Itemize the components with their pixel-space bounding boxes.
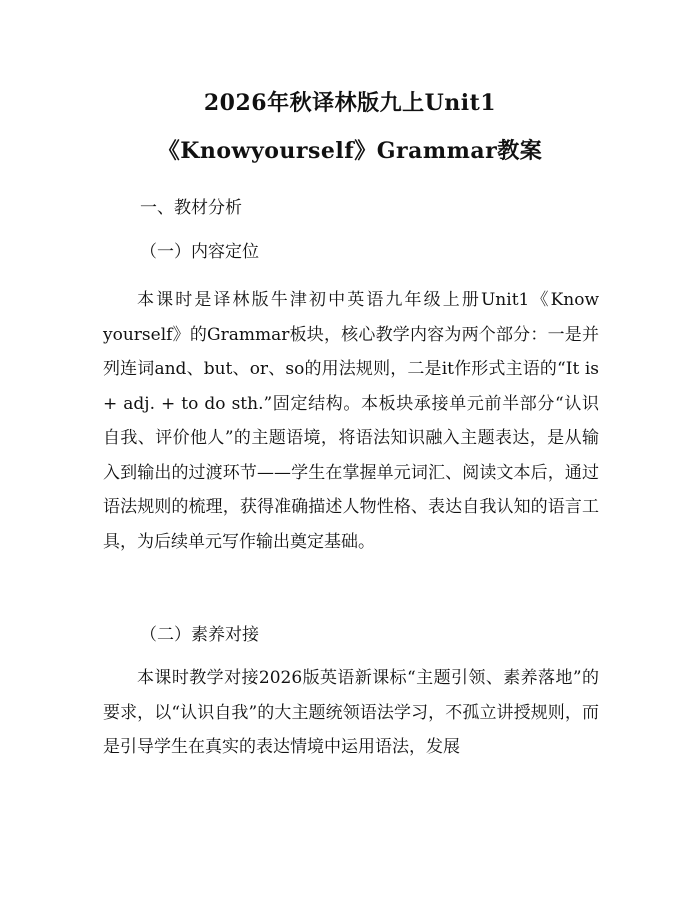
paragraph-literacy-alignment: 本课时教学对接2026版英语新课标“主题引领、素养落地”的要求，以“认识自我”的大主题统领语法学习，不孤立讲授规则，而是引导学生在真实的表达情境中运用语法，发展 [103, 668, 599, 757]
document-title-line-1: 2026年秋译林版九上Unit1 [203, 90, 497, 116]
document-title-line-2: 《Knowyourself》Grammar教案 [157, 138, 543, 164]
paragraph-content-positioning: 本课时是译林版牛津初中英语九年级上册Unit1《Know yourself》的Grammar板块，核心教学内容为两个部分：一是并列连词and、but、or、so的用法规则，二是it作形式主语的“It is + adj. + to do sth.”固定结构。本板块承接单元前半部分“认识自我、评价他人”的主题语境，将语法知识融入主题表达，是从输入到输出的过渡环节——学生在掌握单元词汇、阅读文本后，通过语法规则的梳理，获得准确描述人物性格、表达自我认知的语言工具，为后续单元写作输出奠定基础。 [103, 290, 599, 552]
section-heading-textbook-analysis: 一、教材分析 [140, 198, 242, 218]
subsection-heading-literacy-alignment: （二）素养对接 [140, 625, 259, 645]
subsection-heading-content-positioning: （一）内容定位 [140, 242, 259, 262]
